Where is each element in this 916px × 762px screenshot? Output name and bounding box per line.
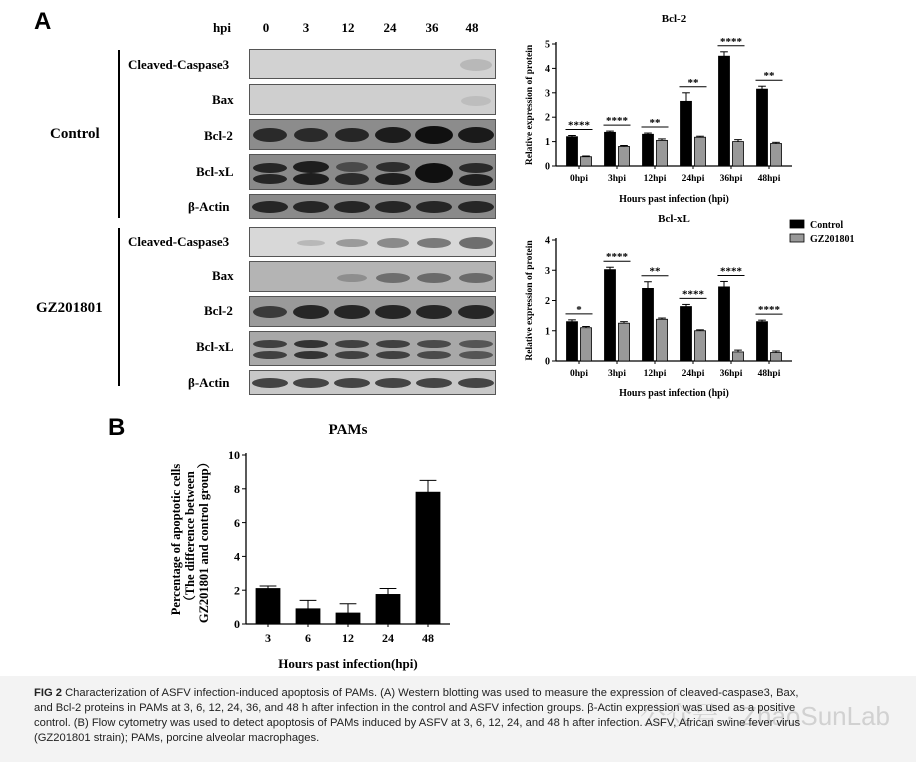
panel-b-letter: B [108,414,126,441]
row-label: β-Actin [188,375,230,390]
row-label: Bax [212,92,234,107]
caption-text: (GZ201801 strain); PAMs, porcine alveolar macrophages. [34,732,320,744]
significance-label: **** [606,115,628,128]
figure-caption [34,686,882,746]
caption-text: Characterization of ASFV infection-induced apoptosis of PAMs. (A) Western blotting was used to measure the expression of cleaved-caspase3, Bax, [61,687,799,699]
row-label: Cleaved-Caspase3 [128,234,230,249]
y-tick-label: 3 [545,88,550,100]
caption-line [34,701,882,716]
timepoint-label: 24 [383,20,397,35]
row-label: Bcl-xL [196,339,234,354]
row-label: β-Actin [188,199,230,214]
timepoint-label: 36 [425,20,439,35]
bar [256,589,280,624]
significance-label: ** [687,76,699,89]
blot-gz-actin [249,370,496,395]
blot-control-actin [249,194,496,219]
y-tick-label: 4 [545,235,550,247]
y-axis-label: （The difference between [183,471,197,608]
bar [771,353,782,361]
x-tick-label: 3hpi [608,174,626,184]
row-label: Bcl-xL [196,164,234,179]
group-label-gz201801: GZ201801 [36,300,103,316]
y-tick-label: 4 [234,549,240,564]
x-tick-label: 0hpi [570,369,588,379]
bar [336,613,360,624]
bar [643,134,654,166]
caption-line [34,731,882,746]
y-tick-label: 4 [545,63,550,75]
legend-label: Control [810,220,844,231]
y-tick-label: 8 [234,482,240,496]
caption-line [34,716,882,731]
significance-label: **** [758,304,780,317]
x-tick-label: 36hpi [719,174,743,184]
legend-swatch [790,220,804,228]
bar [695,137,706,166]
caption-text: and Bcl-2 proteins in PAMs at 3, 6, 12, 24, 36, and 48 h after infection in the control and ASFV infection groups. β-Actin expression was used as a positive [34,702,796,714]
legend-label: GZ201801 [810,234,855,245]
x-tick-label: 3hpi [608,369,626,379]
bar [619,146,630,166]
bar [296,609,320,624]
chart-bclxl [520,208,900,403]
x-tick-label: 24hpi [681,369,705,379]
y-tick-label: 3 [545,265,550,277]
y-tick-label: 2 [234,583,240,598]
timepoint-label: 12 [341,20,355,35]
x-axis-label: Hours past infection(hpi) [278,656,418,671]
group-label-control: Control [50,126,100,142]
y-tick-label: 1 [545,326,550,338]
bar [657,140,668,166]
chart-legend [790,220,854,245]
panel-a-letter: A [34,8,52,35]
bar [695,331,706,361]
x-tick-label: 24 [382,631,394,645]
x-tick-label: 0hpi [570,174,588,184]
legend-swatch [790,234,804,242]
watermark: 公众号 · ZhaoSunLab [640,701,891,731]
blot-control-bclxl [249,154,496,190]
timepoint-label: 0 [262,20,270,35]
gz-bracket [118,228,120,386]
bar [619,323,630,361]
bar [757,89,768,166]
bar [416,492,440,624]
chart-title: Bcl-2 [661,13,687,25]
timepoint-label: 48 [465,20,479,35]
bar [771,144,782,166]
bar [719,56,730,166]
bar [757,322,768,361]
y-axis-label: Relative expression of protein [525,240,535,361]
caption-line [34,686,882,701]
row-label: Bax [212,268,234,283]
bar [567,137,578,166]
chart-bcl2 [520,8,800,214]
y-tick-label: 0 [234,617,240,632]
bar [681,101,692,166]
blot-gz-cleaved-caspase3 [249,227,496,257]
y-tick-label: 0 [545,356,550,368]
bar [567,322,578,361]
bar [733,142,744,166]
x-tick-label: 12 [342,631,354,645]
x-tick-label: 36hpi [719,369,743,379]
x-axis-label: Hours past infection (hpi) [619,194,729,205]
significance-label: * [576,303,582,316]
blot-gz-bax [249,261,496,292]
significance-label: **** [720,35,742,48]
blot-gz-bclxl [249,331,496,366]
bar [605,132,616,166]
significance-label: **** [682,288,704,301]
x-tick-label: 12hpi [643,174,667,184]
timepoint-label: 3 [302,20,310,35]
blot-control-bcl2 [249,119,496,150]
bar [581,328,592,361]
x-tick-label: 12hpi [643,369,667,379]
hpi-label: hpi [212,20,232,35]
y-tick-label: 5 [545,39,550,51]
y-axis-label: Relative expression of protein [525,44,535,166]
x-axis-label: Hours past infection (hpi) [619,388,729,399]
bar [643,288,654,361]
x-tick-label: 6 [305,631,311,645]
significance-label: ** [649,117,661,130]
x-tick-label: 3 [265,631,271,645]
x-tick-label: 48hpi [757,174,781,184]
y-tick-label: 2 [545,296,550,307]
y-tick-label: 10 [228,448,240,463]
x-tick-label: 48hpi [757,369,781,379]
y-tick-label: 1 [545,137,550,149]
y-tick-label: 0 [545,161,550,173]
y-axis-label: Percentage of apoptotic cells [169,463,183,616]
y-tick-label: 6 [234,515,240,530]
significance-label: ** [763,70,775,83]
x-tick-label: 48 [422,631,434,645]
control-bracket [118,50,120,218]
bar [581,157,592,166]
y-tick-label: 2 [545,112,550,124]
bar [719,287,730,361]
bar [733,352,744,361]
bar [376,594,400,624]
significance-label: ** [649,265,661,278]
significance-label: **** [568,119,590,132]
bar [657,319,668,361]
caption-text: control. (B) Flow cytometry was used to detect apoptosis of PAMs induced by ASFV at 3, 6, 12, 24, and 48 h after infection. ASFV, African swine fever virus [34,717,801,729]
caption-figure-number: FIG 2 [34,687,62,699]
bar [605,270,616,361]
y-axis-label: GZ201801 and control group） [197,455,211,624]
row-label: Bcl-2 [204,303,233,318]
x-tick-label: 24hpi [681,174,705,184]
chart-title: Bcl-xL [658,213,690,225]
chart-title: PAMs [328,422,368,438]
chart-pams [160,414,480,676]
row-label: Bcl-2 [204,128,233,143]
bar [681,307,692,361]
blot-gz-bcl2 [249,296,496,327]
blot-control-cleaved-caspase3 [249,49,496,79]
blot-control-bax [249,84,496,115]
significance-label: **** [720,265,742,278]
row-label: Cleaved-Caspase3 [128,57,230,72]
significance-label: **** [606,251,628,264]
